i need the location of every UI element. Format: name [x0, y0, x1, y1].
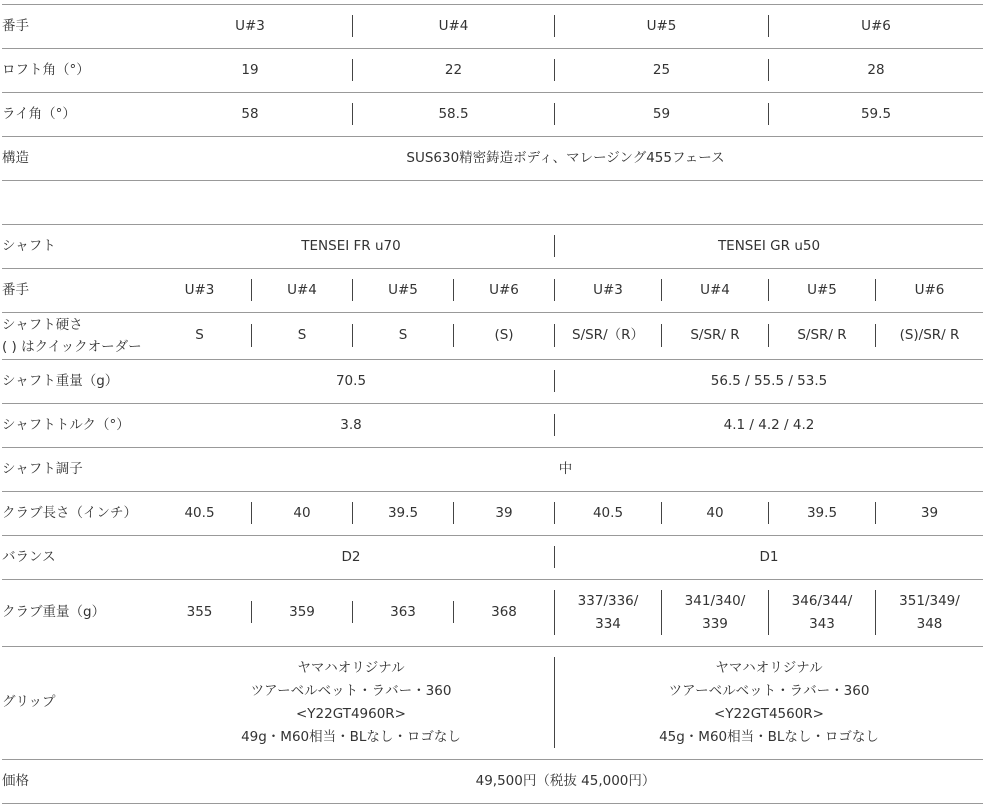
loft-value: 25 — [652, 61, 671, 78]
col-divider — [554, 590, 555, 635]
col-divider — [251, 601, 252, 623]
flex-value: (S) — [494, 327, 514, 343]
col-divider — [554, 235, 555, 257]
row-label: 価格 — [2, 772, 29, 789]
col-divider — [554, 103, 555, 125]
club-number: U#3 — [184, 281, 215, 298]
col-divider — [875, 279, 876, 301]
flex-value: S/SR/ R — [797, 327, 847, 343]
club-weight-line: 343 — [809, 615, 835, 632]
structure-value: SUS630精密鋳造ボディ、マレージング455フェース — [406, 149, 725, 166]
col-divider — [661, 502, 662, 524]
col-divider — [251, 324, 252, 347]
col-divider — [453, 601, 454, 623]
col-divider — [768, 590, 769, 635]
flex-value: S — [398, 327, 408, 343]
row-label: クラブ長さ（インチ） — [2, 504, 137, 521]
club-length: 40.5 — [592, 504, 624, 521]
club-weight — [555, 579, 661, 646]
col-divider — [554, 370, 555, 392]
row-divider — [2, 180, 983, 181]
col-divider — [554, 546, 555, 568]
col-divider — [768, 279, 769, 301]
club-weight: 359 — [289, 604, 315, 620]
row-label: クラブ重量（g） — [2, 604, 106, 620]
kick-point: 中 — [558, 460, 573, 477]
grip-line: ヤマハオリジナル — [297, 659, 405, 676]
col-divider — [554, 15, 555, 37]
club-number: U#5 — [807, 281, 837, 298]
col-divider — [554, 502, 555, 524]
col-divider — [251, 502, 252, 524]
grip-line: <Y22GT4560R> — [713, 705, 824, 722]
club-weight: 368 — [491, 604, 517, 620]
loft-value: 28 — [867, 61, 885, 78]
club-length: 40 — [706, 504, 724, 521]
col-divider — [661, 590, 662, 635]
grip-line: 49g・M60相当・BLなし・ロゴなし — [241, 728, 461, 745]
col-divider — [554, 657, 555, 748]
club-number: U#6 — [489, 281, 519, 298]
col-divider — [768, 324, 769, 347]
col-divider — [768, 59, 769, 81]
club-weight — [769, 579, 875, 646]
club-weight-line: 351/349/ — [899, 592, 960, 609]
col-divider — [768, 15, 769, 37]
grip-line: ツアーベルベット・ラバー・360 — [250, 682, 452, 699]
lie-value: 58.5 — [438, 105, 469, 122]
row-label: グリップ — [2, 694, 56, 710]
grip-line: ツアーベルベット・ラバー・360 — [668, 682, 870, 699]
club-number: U#6 — [914, 281, 945, 298]
row-label — [2, 312, 142, 359]
flex-label-note: ( ) はクイックオーダー — [2, 338, 142, 355]
col-divider — [352, 502, 353, 524]
col-divider — [453, 502, 454, 524]
club-weight-line: 334 — [595, 615, 621, 632]
row-label: ロフト角（°） — [2, 61, 90, 78]
lie-value: 59 — [652, 105, 671, 122]
club-length: 40 — [293, 504, 311, 521]
loft-value: 19 — [241, 61, 259, 78]
col-divider — [554, 59, 555, 81]
col-divider — [661, 324, 662, 347]
col-divider — [453, 324, 454, 347]
flex-value: S — [195, 327, 204, 343]
row-label: バランス — [2, 548, 56, 565]
grip-spec — [148, 646, 554, 759]
row-label: シャフト調子 — [2, 460, 83, 477]
row-label: 番手 — [2, 281, 29, 298]
club-number: U#6 — [861, 17, 891, 34]
price-value: 49,500円（税抜 45,000円） — [475, 772, 656, 789]
row-label: シャフトトルク（°） — [2, 416, 130, 433]
club-weight-line: 339 — [702, 615, 728, 632]
flex-value: S — [297, 327, 307, 343]
shaft-torque: 4.1 / 4.2 / 4.2 — [723, 416, 815, 433]
flex-value: (S)/SR/ R — [899, 327, 960, 343]
shaft-name: TENSEI GR u50 — [717, 237, 821, 254]
row-label: 構造 — [2, 149, 29, 166]
club-weight — [662, 579, 768, 646]
club-number: U#4 — [700, 281, 730, 298]
balance-value: D1 — [759, 548, 779, 565]
grip-line: 45g・M60相当・BLなし・ロゴなし — [659, 728, 879, 745]
row-label: シャフト — [2, 237, 56, 254]
col-divider — [352, 279, 353, 301]
flex-label-line: シャフト硬さ — [2, 316, 83, 333]
club-number: U#3 — [235, 17, 265, 34]
club-weight: 355 — [186, 604, 213, 620]
shaft-name: TENSEI FR u70 — [301, 237, 401, 254]
col-divider — [352, 103, 353, 125]
club-weight-line: 346/344/ — [791, 592, 853, 609]
shaft-weight: 56.5 / 55.5 / 53.5 — [710, 372, 828, 389]
club-length: 39.5 — [387, 504, 419, 521]
col-divider — [352, 324, 353, 347]
col-divider — [251, 279, 252, 301]
shaft-weight: 70.5 — [335, 372, 367, 389]
club-weight — [876, 579, 983, 646]
club-number: U#3 — [593, 281, 623, 298]
col-divider — [352, 59, 353, 81]
col-divider — [453, 279, 454, 301]
col-divider — [554, 279, 555, 301]
row-label: シャフト重量（g） — [2, 372, 119, 389]
club-weight-line: 348 — [916, 615, 943, 632]
col-divider — [875, 590, 876, 635]
col-divider — [661, 279, 662, 301]
club-length: 40.5 — [184, 504, 215, 521]
grip-line: <Y22GT4960R> — [295, 705, 406, 722]
club-weight-line: 341/340/ — [684, 592, 746, 609]
row-label: ライ角（°） — [2, 105, 76, 122]
flex-value: S/SR/（R） — [572, 327, 644, 343]
col-divider — [352, 601, 353, 623]
balance-value: D2 — [341, 548, 361, 565]
lie-value: 59.5 — [860, 105, 892, 122]
flex-value: S/SR/ R — [690, 327, 740, 343]
col-divider — [352, 15, 353, 37]
club-length: 39 — [495, 504, 513, 521]
col-divider — [554, 414, 555, 436]
col-divider — [554, 324, 555, 347]
club-number: U#4 — [438, 17, 469, 34]
club-number: U#5 — [646, 17, 677, 34]
col-divider — [768, 502, 769, 524]
row-label: 番手 — [2, 17, 29, 34]
club-weight: 363 — [390, 604, 416, 620]
col-divider — [768, 103, 769, 125]
club-weight-line: 337/336/ — [577, 592, 639, 609]
club-number: U#5 — [388, 281, 418, 298]
club-length: 39.5 — [806, 504, 838, 521]
grip-line: ヤマハオリジナル — [715, 659, 823, 676]
col-divider — [875, 502, 876, 524]
club-number: U#4 — [287, 281, 317, 298]
row-divider — [2, 803, 983, 804]
loft-value: 22 — [444, 61, 463, 78]
col-divider — [875, 324, 876, 347]
club-length: 39 — [920, 504, 939, 521]
grip-spec — [555, 646, 983, 759]
lie-value: 58 — [241, 105, 259, 122]
shaft-torque: 3.8 — [340, 416, 362, 433]
